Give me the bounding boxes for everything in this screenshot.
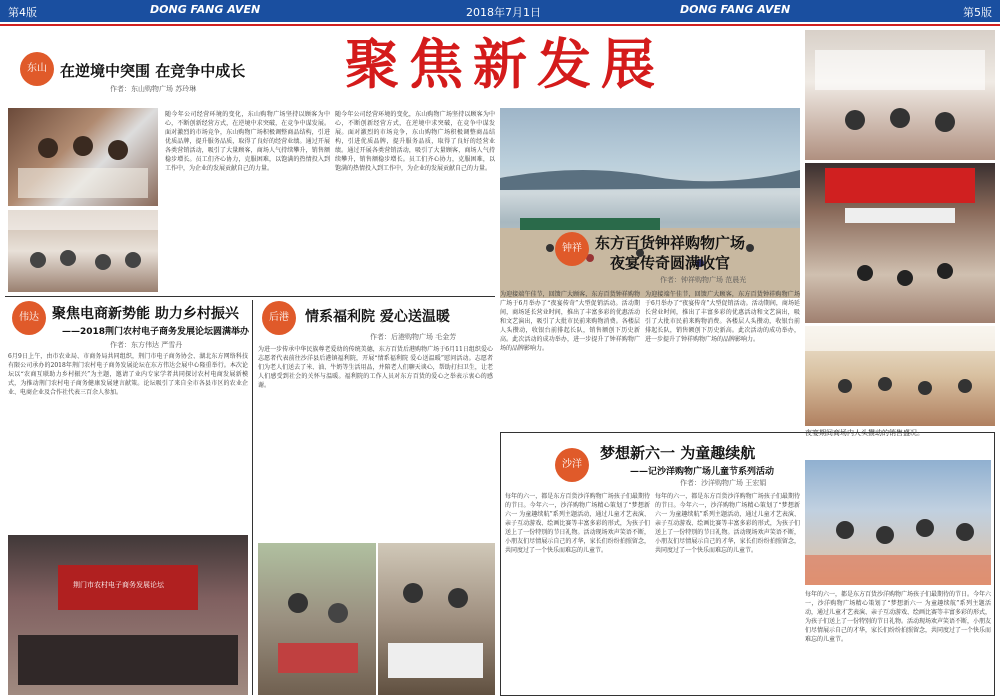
left-page-number: 第4版 [8, 6, 37, 19]
tag-zhongxiang: 钟祥 [555, 232, 589, 266]
issue-date: 2018年7月1日 [466, 6, 541, 19]
tag-weida: 伟达 [12, 301, 46, 335]
photo-welfare-visit-2 [378, 543, 495, 695]
article1-headline: 在逆境中突围 在竞争中成长 [60, 62, 246, 80]
article3-body: 为进一步传承中华民族尊老爱幼的传统美德，东方百货后港购物广场于6月11日组织爱心志愿者代表前往沙洋县后港镇福利院，开展“情系福利院 爱心送温暖”慰问活动。志愿者们为老人们送去了米、油、牛奶等生活用品，并陪老人们聊天谈心，帮助打扫卫生，让老人们感受到社会的关怀与温暖。福利院的工作人员对东方百货的爱心之举表示衷心的感谢。 [258, 346, 493, 389]
article5-body-col3: 每年的六一，都是东方百货沙洋购物广场孩子们最期待的节日。今年六一，沙洋购物广场精心策划了“梦想新六一 为童趣续航”系列主题活动，通过儿童才艺表演、亲子互动游戏、绘画比赛等丰富多彩的形式，为孩子们送上了一份特别的节日礼物。活动现场欢声笑语不断，小朋友们尽情展示自己的才华，家长们纷纷拍照留念，共同度过了一个快乐而难忘的儿童节。 [805, 591, 991, 643]
newspaper-logo-right: DONG FANG AVEN [680, 3, 791, 16]
tag-dongshan: 东山 [20, 52, 54, 86]
article4-photo-caption: 夜宴期间商场内人头攒动的销售盛况。 [805, 429, 924, 437]
article2-photo-banner: 荆门市农村电子商务发展论坛 [73, 581, 164, 589]
article2-subhead: ——2018荆门农村电子商务发展论坛圆满举办 [62, 327, 250, 337]
article5-body: 每年的六一，都是东方百货沙洋购物广场孩子们最期待的节日。今年六一，沙洋购物广场精心策划了“梦想新六一 为童趣续航”系列主题活动，通过儿童才艺表演、亲子互动游戏、绘画比赛等丰富多彩的形式，为孩子们送上了一份特别的节日礼物。活动现场欢声笑语不断，小朋友们尽情展示自己的才华，家长们纷纷拍照留念，共同度过了一个快乐而难忘的儿童节。 [505, 493, 650, 554]
photo-store-interior [8, 210, 158, 292]
article3-headline: 情系福利院 爱心送温暖 [305, 309, 450, 325]
article4-byline: 作者：钟祥购物广场 范晨光 [660, 276, 747, 284]
photo-store-staff [8, 108, 158, 206]
tag-hougang: 后港 [262, 301, 296, 335]
article4-headline2: 夜宴传奇圆满收官 [610, 254, 731, 272]
page-masthead: 聚焦新发展 [345, 33, 665, 96]
article5-headline: 梦想新六一 为童趣续航 [600, 444, 756, 462]
article4-body-col2: 为迎接端午佳节，回馈广大顾客，东方百货钟祥购物广场于6月举办了“夜宴传奇”大型促销活动。活动期间，商场延长营业时间，推出了丰富多彩的优惠活动和文艺演出，吸引了大批市民前来购物消费。各楼层人头攒动，收银台前排起长队，销售额创下历史新高。此次活动的成功举办，进一步提升了钟祥购物广场的品牌影响力。 [645, 291, 800, 343]
column-divider [252, 300, 253, 695]
photo-mall-banner [805, 163, 995, 323]
article5-byline: 作者：沙洋购物广场 王宏娟 [680, 479, 767, 487]
article1-byline: 作者：东山购物广场 苏玲琳 [110, 85, 197, 93]
right-page-number: 第5版 [963, 6, 992, 19]
photo-welfare-visit-1 [258, 543, 376, 695]
article4-body: 为迎接端午佳节，回馈广大顾客，东方百货钟祥购物广场于6月举办了“夜宴传奇”大型促销活动。活动期间，商场延长营业时间，推出了丰富多彩的优惠活动和文艺演出，吸引了大批市民前来购物消费。各楼层人头攒动，收银台前排起长队，销售额创下历史新高。此次活动的成功举办，进一步提升了钟祥购物广场的品牌影响力。 [500, 291, 640, 352]
article1-body-col2: 随今年公司经营环境的变化，东山购物广场坚持以顾客为中心，不断创新经营方式，在逆境中求突破，在竞争中谋发展。面对激烈的市场竞争，东山购物广场积极调整商品结构，引进优质品牌，提升服务品质，取得了良好的经营业绩。通过开展各类营销活动，吸引了大量顾客，商场人气持续攀升，销售额稳步增长。员工们齐心协力，克服困难，以饱满的热情投入到工作中，为企业的发展贡献自己的力量。 [335, 111, 495, 172]
photo-mall-shoppers [805, 326, 995, 426]
photo-store-counter [805, 30, 995, 160]
article3-byline: 作者：后港购物广场 毛金芳 [370, 333, 457, 341]
article5-body-col2: 每年的六一，都是东方百货沙洋购物广场孩子们最期待的节日。今年六一，沙洋购物广场精心策划了“梦想新六一 为童趣续航”系列主题活动，通过儿童才艺表演、亲子互动游戏、绘画比赛等丰富多彩的形式，为孩子们送上了一份特别的节日礼物。活动现场欢声笑语不断，小朋友们尽情展示自己的才华，家长们纷纷拍照留念，共同度过了一个快乐而难忘的儿童节。 [655, 493, 800, 554]
article2-headline: 聚焦电商新势能 助力乡村振兴 [52, 306, 239, 322]
newspaper-logo-left: DONG FANG AVEN [150, 3, 261, 16]
page-header-bar [0, 0, 1000, 22]
article5-subhead: ——记沙洋购物广场儿童节系列活动 [630, 467, 775, 477]
header-rule [0, 24, 1000, 26]
article2-byline: 作者：东方伟达 严雪丹 [110, 341, 183, 349]
tag-shayang: 沙洋 [555, 448, 589, 482]
article1-body: 随今年公司经营环境的变化，东山购物广场坚持以顾客为中心，不断创新经营方式，在逆境中求突破，在竞争中谋发展。面对激烈的市场竞争，东山购物广场积极调整商品结构，引进优质品牌，提升服务品质，取得了良好的经营业绩。通过开展各类营销活动，吸引了大量顾客，商场人气持续攀升，销售额稳步增长。员工们齐心协力，克服困难，以饱满的热情投入到工作中，为企业的发展贡献自己的力量。 [165, 111, 330, 172]
section-divider [5, 296, 495, 297]
photo-childrens-day-1 [805, 460, 991, 585]
article4-headline: 东方百货钟祥购物广场 [595, 234, 746, 252]
photo-ecommerce-forum [8, 535, 248, 695]
article2-body: 6月9日上午，由市农业局、市商务局共同组织，荆门市电子商务协会、湖北东方网络科技有限公司承办的2018年荆门农村电子商务发展论坛在东方伟达会展中心隆重举行。本次论坛以“农商互联助力乡村振兴”为主题，邀请了业内专家学者共同探讨农村电商发展新模式，为推动荆门农村电子商务健康发展建言献策。论坛吸引了来自全市各县市区的农业企业、电商企业及合作社代表三百余人参加。 [8, 353, 248, 396]
